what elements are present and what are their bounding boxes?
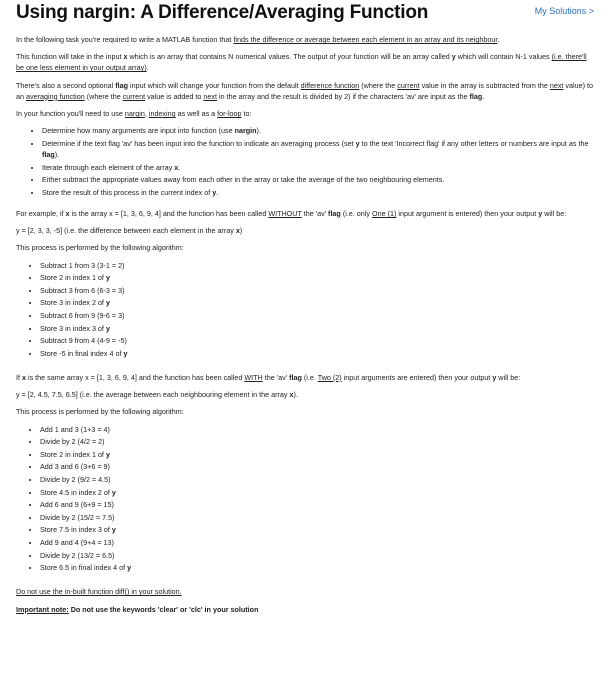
list-item: • Add 6 and 9 (6+9 = 15)	[40, 499, 594, 510]
list-item: • Determine how many arguments are input into function (use nargin).	[42, 125, 594, 136]
list-item: • Divide by 2 (15/2 = 7.5)	[40, 512, 594, 523]
important-note: Important note: Do not use the keywords 'clear' or 'clc' in your solution	[16, 604, 259, 614]
example-1-result: y = [2, 3, 3, -5] (i.e. the difference between each element in the array x)	[16, 226, 243, 236]
list-item: • Store 6.5 in final index 4 of y	[40, 562, 594, 573]
my-solutions-link[interactable]: My Solutions >	[534, 6, 594, 16]
header	[16, 0, 594, 34]
list-item: • Subtract 3 from 6 (6-3 = 3)	[40, 285, 594, 296]
intro-paragraph-2: This function will take in the input x which is an array that contains N numerical values. The output of your function will be an array called y which will contain N-1 values (i.e. there'll be one less element in your output array).	[16, 52, 587, 73]
list-item: • Iterate through each element of the array x.	[42, 162, 594, 173]
list-item: • Store 4.5 in index 2 of y	[40, 487, 594, 498]
problem-page	[16, 0, 594, 621]
example-1-paragraph: For example, if x is the array x = [1, 3, 6, 9, 4] and the function has been called WITHOUT the 'av' flag (i.e. only One (1) input argument is entered) then your output y will be:	[16, 209, 567, 218]
diff-note: Do not use the in-built function diff() in your solution.	[16, 587, 182, 597]
example-1-steps	[16, 260, 594, 359]
example-1-algorithm-label: This process is performed by the following algorithm:	[16, 243, 184, 253]
list-item: • Either subtract the appropriate values away from each other in the array or take the average of the two neighbouring elements.	[42, 174, 594, 185]
problem-description	[16, 34, 594, 615]
example-2-paragraph: If x is the same array x = [1, 3, 6, 9, 4] and the function has been called WITH the 'av' flag (i.e. Two (2) input arguments are entered) then your output y will be:	[16, 372, 521, 382]
example-2-algorithm-label: This process is performed by the following algorithm:	[16, 407, 184, 417]
list-item: • Store -5 in final index 4 of y	[40, 348, 594, 359]
list-item: • Add 3 and 6 (3+6 = 9)	[40, 461, 594, 472]
list-item: • Subtract 1 from 3 (3-1 = 2)	[40, 260, 594, 271]
list-item: • Store 3 in index 2 of y	[40, 297, 594, 308]
list-item: • Determine if the text flag 'av' has been input into the function to indicate an averaging process (set y to the text 'Incorrect flag' if any other letters or numbers are input as the flag).	[42, 138, 594, 160]
list-item: • Store 2 in index 1 of y	[40, 272, 594, 283]
intro-paragraph-3: There's also a second optional flag input which will change your function from the default difference function (where the current value in the array is subtracted from the next value) to an averaging function (where the current value is added to next in the array and the result is divided by 2) if the characters 'av' are input as the flag.	[16, 80, 594, 101]
list-item: • Add 1 and 3 (1+3 = 4)	[40, 424, 594, 435]
example-2-steps	[16, 424, 594, 574]
list-item: • Store the result of this process in the current index of y.	[42, 187, 594, 198]
list-item: • Subtract 6 from 9 (9-6 = 3)	[40, 310, 594, 321]
list-item: • Store 3 in index 3 of y	[40, 323, 594, 334]
intro-paragraph-1: In the following task you're required to write a MATLAB function that finds the difference or average between each element in an array and its neighbour.	[16, 35, 500, 44]
list-item: • Subtract 9 from 4 (4-9 = -5)	[40, 335, 594, 346]
page-title: Using nargin: A Difference/Averaging Function	[16, 2, 429, 23]
list-item: • Add 9 and 4 (9+4 = 13)	[40, 537, 594, 548]
list-item: • Divide by 2 (4/2 = 2)	[40, 436, 594, 447]
list-item: • Store 7.5 in index 3 of y	[40, 524, 594, 535]
intro-paragraph-4: In your function you'll need to use nargin, indexing as well as a for-loop to:	[16, 109, 252, 119]
list-item: • Divide by 2 (9/2 = 4.5)	[40, 474, 594, 485]
requirements-list	[16, 125, 594, 198]
list-item: • Divide by 2 (13/2 = 6.5)	[40, 550, 594, 561]
example-2-result: y = [2, 4.5, 7.5, 6.5] (i.e. the average between each neighbouring element in the array x).	[16, 390, 298, 400]
list-item: • Store 2 in index 1 of y	[40, 449, 594, 460]
